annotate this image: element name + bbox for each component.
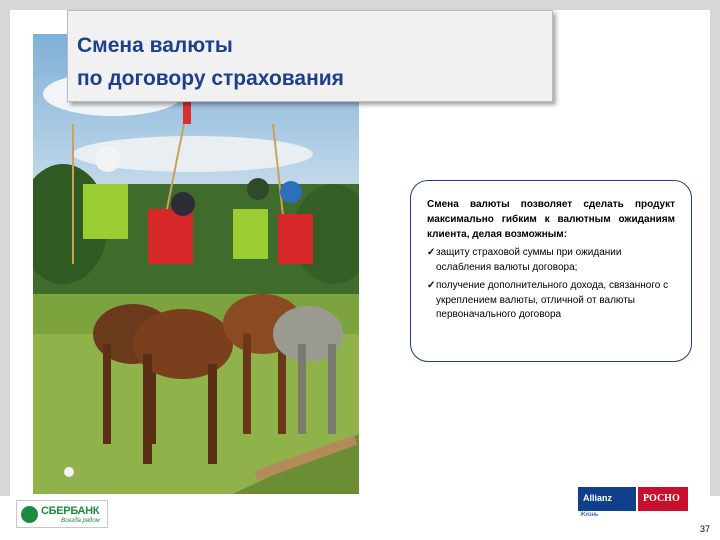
allianz-subtitle: Жизнь xyxy=(580,512,599,518)
sberbank-logo xyxy=(16,500,108,528)
checkmark-icon: ✓ xyxy=(427,280,436,291)
title-box xyxy=(67,10,553,102)
allianz-logo: Allianz xyxy=(578,487,636,511)
list-item xyxy=(427,279,675,323)
checkmark-icon: ✓ xyxy=(427,247,436,258)
content-box xyxy=(410,180,692,362)
title-line-2: по договору страхования xyxy=(77,67,344,90)
sberbank-tagline: Всегда рядом xyxy=(61,518,100,524)
sberbank-emblem-icon xyxy=(21,506,38,523)
bullet-text: получение дополнительного дохода, связанного с укреплением валюты, отличной от валюты первоначального договора xyxy=(436,280,669,320)
polo-photo xyxy=(33,34,359,494)
rosno-logo: РОСНО xyxy=(638,487,688,511)
title-line-1: Смена валюты xyxy=(77,34,233,57)
sberbank-name: СБЕРБАНК xyxy=(41,505,100,517)
intro-text: Смена валюты позволяет сделать продукт максимально гибким к валютным ожиданиям клиента, делая возможным: xyxy=(427,199,675,240)
page-number: 37 xyxy=(700,524,711,534)
bullet-text: защиту страховой суммы при ожидании ослабления валюты договора; xyxy=(436,247,622,273)
list-item xyxy=(427,246,675,275)
